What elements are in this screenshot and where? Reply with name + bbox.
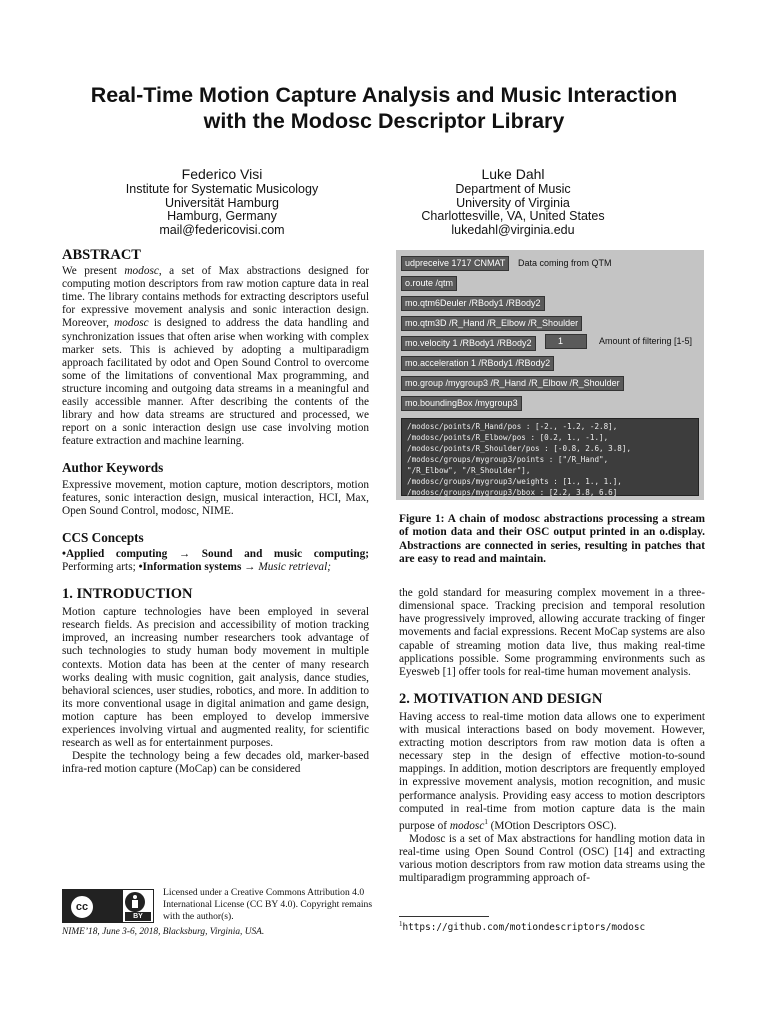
- conference-info: NIME’18, June 3-6, 2018, Blacksburg, Virginia, USA.: [62, 927, 265, 937]
- by-label: BY: [125, 912, 151, 921]
- o-display: [401, 418, 699, 496]
- ccs-heading: CCS Concepts: [62, 529, 144, 545]
- osc-line: /modosc/groups/mygroup3/points : ["/R_Hand",: [407, 455, 609, 464]
- abstract-text: We present modosc, a set of Max abstractions designed for computing motion descriptors from raw motion capture data in real time. The library contains methods for extracting descriptors useful for expressive movement analysis and sonic interaction design. Moreover, modosc is designed to address the data handling and synchronization issues that often arise when working with complex marker sets. This is achieved by adopting a multiparadigm approach facilitated by odot and Open Sound Control to overcome some of the limitations of conventional Max programming, and structure incoming and outgoing data streams in a meaningful and easily accessible manner. After describing the contents of the library and how data streams are structured and processed, we report on a sonic interaction design use case involving motion feature extraction and machine learning.: [62, 265, 370, 448]
- author-affiliation: Universität Hamburg: [165, 195, 279, 210]
- author-location: Charlottesville, VA, United States: [421, 209, 605, 223]
- patch-comment: Data coming from QTM: [518, 258, 612, 268]
- title-line-1: Real-Time Motion Capture Analysis and Music Interaction: [90, 83, 678, 107]
- footnote-rule: [399, 916, 489, 917]
- abstract-heading: ABSTRACT: [62, 247, 141, 263]
- osc-line: /modosc/points/R_Elbow/pos : [0.2, 1., -1.],: [407, 433, 609, 442]
- motivation-heading: 2. MOTIVATION AND DESIGN: [399, 690, 603, 707]
- osc-line: /modosc/groups/mygroup3/bbox : [2.2, 3.8, 6.6]: [407, 488, 618, 497]
- title-line-2: with the Modosc Descriptor Library: [203, 109, 565, 133]
- author-affiliation: Institute for Systematic Musicology: [125, 182, 319, 196]
- patch-comment: Amount of filtering [1-5]: [599, 336, 693, 346]
- max-object: udpreceive 1717 CNMAT: [401, 256, 509, 271]
- paper-title: [40, 82, 728, 134]
- number-box: 1: [545, 334, 587, 349]
- figure-caption: Figure 1: A chain of modosc abstractions processing a stream of motion data and their OSC output printed in an o.display. Abstractions are connected in series, resulting in patches that are easy to read and maintain.: [399, 513, 705, 565]
- right-column: [399, 513, 705, 885]
- osc-line: /modosc/points/R_Hand/pos : [-2., -1.2, -2.8],: [407, 422, 618, 431]
- cc-by-logo: [62, 889, 154, 923]
- body-paragraph: the gold standard for measuring complex movement in a three-dimensional space. Tracking precision and temporal resolution have progressively improved, allowing accurate tracking of finger movements and facial expressions. Recent MoCap systems are also capable of streaming motion data live, thus making real-time applications possible. Some programming environments such as Eyesweb [1] offer tools for real-time human movement analysis.: [399, 587, 705, 678]
- figure-max-patch: [396, 250, 704, 500]
- keywords-text: Expressive movement, motion capture, motion descriptors, motion features, sonic interaction design, musical interaction, HCI, Max, Open Sound Control, modosc, NIME.: [62, 478, 369, 517]
- osc-line: /modosc/points/R_Shoulder/pos : [-0.8, 2.6, 3.8],: [407, 444, 632, 453]
- footnote: $^1$https://github.com/motiondescriptors/modosc: [399, 920, 646, 934]
- max-object: mo.qtm6Deuler /RBody1 /RBody2: [401, 296, 545, 311]
- osc-line: /modosc/groups/mygroup3/weights : [1., 1., 1.],: [407, 477, 622, 486]
- left-column: [62, 249, 369, 776]
- footnote-link[interactable]: https://github.com/motiondescriptors/modosc: [402, 922, 646, 934]
- intro-heading: 1. INTRODUCTION: [62, 586, 193, 603]
- motivation-paragraph: Having access to real-time motion data allows one to experiment with musical interactions based on body movement. However, extracting motion descriptors from raw motion data is often a necessary step in the design of effective motion-to-sound mappings. In addition, motion descriptors are frequently employed in expressive movement analysis, motion recognition, and music performance analysis. Providing easy access to motion descriptors computed in real-time from motion capture data is the main purpose of modosc$^1$ (MOtion Descriptors OSC).: [399, 710, 705, 832]
- max-object: o.route /qtm: [401, 276, 457, 291]
- attribution-icon: [125, 892, 145, 912]
- license-text: Licensed under a Creative Commons Attribution 4.0 International License (CC BY 4.0). Copyright remains with the author(s).: [163, 887, 373, 922]
- max-object: mo.group /mygroup3 /R_Hand /R_Elbow /R_Shoulder: [401, 376, 624, 391]
- author-name: Luke Dahl: [481, 166, 545, 182]
- ccs-text: •Applied computing → Sound and music computing; Performing arts; •Information systems → Music retrieval;: [62, 547, 369, 573]
- author-affiliation: Department of Music: [455, 182, 571, 196]
- author-name: Federico Visi: [181, 166, 263, 182]
- keywords-heading: Author Keywords: [62, 460, 164, 476]
- osc-line: "/R_Elbow", "/R_Shoulder"],: [407, 466, 531, 475]
- max-object: mo.acceleration 1 /RBody1 /RBody2: [401, 356, 554, 371]
- author-email[interactable]: lukedahl@virginia.edu: [451, 222, 575, 237]
- intro-paragraph: Despite the technology being a few decades old, marker-based infra-red motion capture (MoCap) can be considered: [62, 750, 369, 776]
- max-object: mo.velocity 1 /RBody1 /RBody2: [401, 336, 536, 351]
- max-object: mo.boundingBox /mygroup3: [401, 396, 522, 411]
- max-object: mo.qtm3D /R_Hand /R_Elbow /R_Shoulder: [401, 316, 582, 331]
- intro-paragraph: Motion capture technologies have been employed in several research fields. As precision and accessibility of motion tracking improved, an increasing number researchers took advantage of such technologies to study human body movement in multiple contexts. Motion data has been at the center of many research works dealing with music cognition, gait analysis, dance studies, behavioral sciences, user studies, robotics, and more. In addition to its more conventional usage in digital animation and game design, motion capture has been employed to develop immersive experiences involving virtual and augmented reality, for scientific research as well as for entertainment purposes.: [62, 606, 369, 750]
- motivation-paragraph: Modosc is a set of Max abstractions for handling motion data in real-time using Open Sound Control (OSC) [14] and extracting various motion descriptors from raw motion data streams using the multiparadigm programming approach of-: [399, 832, 705, 884]
- author-block-1: [72, 166, 372, 237]
- author-block-2: [363, 166, 663, 237]
- author-location: Hamburg, Germany: [167, 209, 277, 223]
- cc-icon: cc: [69, 894, 95, 920]
- author-affiliation: University of Virginia: [456, 195, 570, 210]
- author-email[interactable]: mail@federicovisi.com: [159, 222, 285, 237]
